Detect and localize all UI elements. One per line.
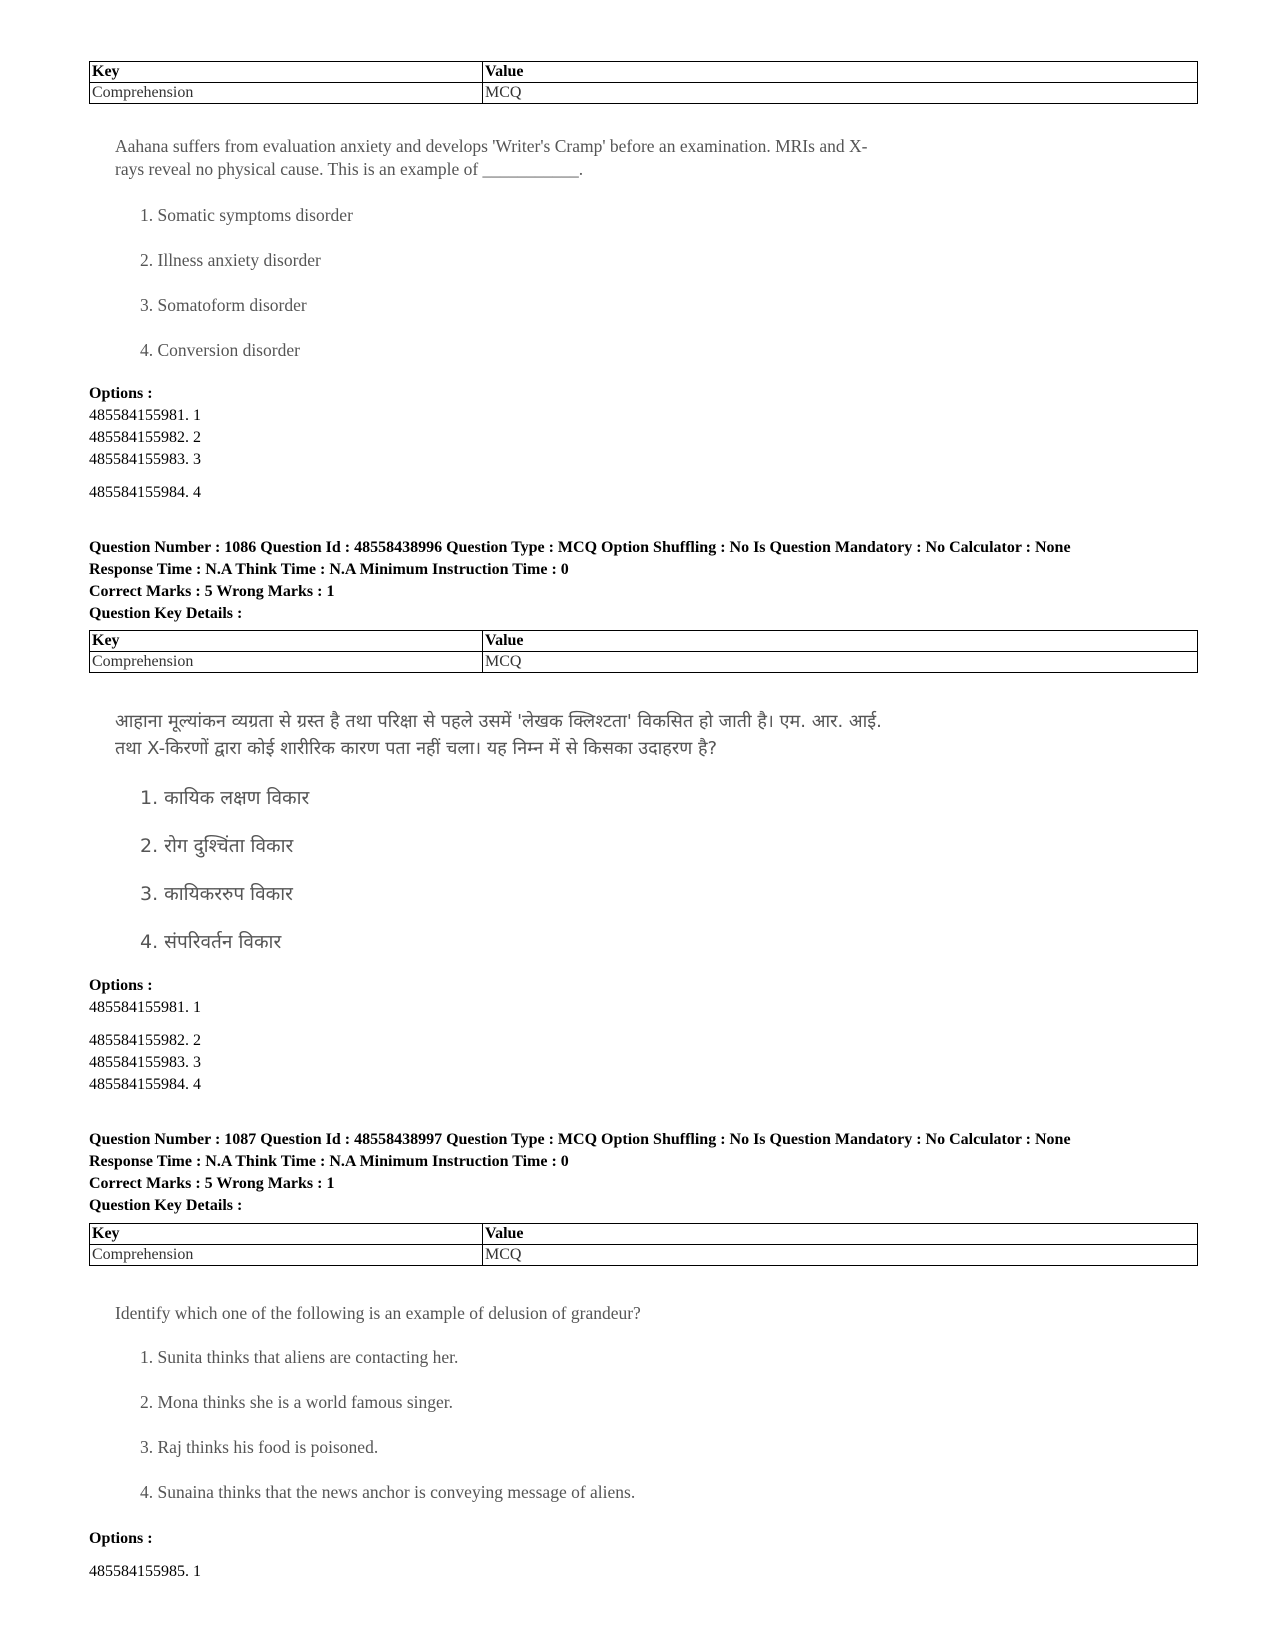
question-line: Aahana suffers from evaluation anxiety and develops 'Writer's Cramp' before an examination. MRIs and X- xyxy=(115,136,868,156)
question-line: Identify which one of the following is an example of delusion of grandeur? xyxy=(115,1303,641,1323)
choice-4: 4. Sunaina thinks that the news anchor is conveying message of aliens. xyxy=(140,1482,636,1502)
question-text xyxy=(115,135,867,181)
choice-2: 2. Illness anxiety disorder xyxy=(140,250,321,270)
option-id: 485584155984. 4 xyxy=(89,484,201,501)
question-text xyxy=(115,1302,641,1325)
value-cell: MCQ xyxy=(483,83,1198,104)
question-line: आहाना मूल्यांकन व्यग्रता से ग्रस्त है तथा परिक्षा से पहले उसमें 'लेखक क्लिश्टता' विकसित हो जाती है। एम. आर. आई. xyxy=(115,711,882,732)
question-line: तथा X-किरणों द्वारा कोई शारीरिक कारण पता नहीं चला। यह निम्न में से किसका उदाहरण है? xyxy=(115,738,718,759)
options-label: Options : xyxy=(89,385,153,402)
option-id: 485584155981. 1 xyxy=(89,999,201,1016)
key-cell: Comprehension xyxy=(90,652,483,673)
option-id: 485584155982. 2 xyxy=(89,429,201,446)
options-label: Options : xyxy=(89,1530,153,1547)
key-header: Key xyxy=(90,631,483,652)
timing-meta: Response Time : N.A Think Time : N.A Minimum Instruction Time : 0 xyxy=(89,1153,569,1170)
value-cell: MCQ xyxy=(483,1245,1198,1266)
key-details-label: Question Key Details : xyxy=(89,1197,243,1214)
question-key-table xyxy=(89,630,1198,673)
question-line: rays reveal no physical cause. This is an example of ___________. xyxy=(115,159,584,179)
option-id: 485584155983. 3 xyxy=(89,451,201,468)
option-id: 485584155981. 1 xyxy=(89,407,201,424)
choice-2: 2. रोग दुश्चिंता विकार xyxy=(140,835,294,857)
choice-3: 3. Somatoform disorder xyxy=(140,295,307,315)
choice-4: 4. संपरिवर्तन विकार xyxy=(140,931,282,953)
choice-4: 4. Conversion disorder xyxy=(140,340,300,360)
question-key-table xyxy=(89,61,1198,104)
key-details-label: Question Key Details : xyxy=(89,605,243,622)
choice-1: 1. Somatic symptoms disorder xyxy=(140,205,353,225)
question-text xyxy=(115,708,882,762)
option-id: 485584155983. 3 xyxy=(89,1054,201,1071)
question-key-table xyxy=(89,1223,1198,1266)
value-header: Value xyxy=(483,1224,1198,1245)
key-header: Key xyxy=(90,62,483,83)
choice-1: 1. कायिक लक्षण विकार xyxy=(140,787,310,809)
marks-meta: Correct Marks : 5 Wrong Marks : 1 xyxy=(89,1175,335,1192)
timing-meta: Response Time : N.A Think Time : N.A Minimum Instruction Time : 0 xyxy=(89,561,569,578)
choice-1: 1. Sunita thinks that aliens are contacting her. xyxy=(140,1347,459,1367)
key-cell: Comprehension xyxy=(90,83,483,104)
choice-3: 3. Raj thinks his food is poisoned. xyxy=(140,1437,379,1457)
question-meta: Question Number : 1087 Question Id : 48558438997 Question Type : MCQ Option Shuffling : No Is Question Mandatory : No Calculator : None xyxy=(89,1131,1071,1148)
key-header: Key xyxy=(90,1224,483,1245)
option-id: 485584155984. 4 xyxy=(89,1076,201,1093)
question-meta: Question Number : 1086 Question Id : 48558438996 Question Type : MCQ Option Shuffling : No Is Question Mandatory : No Calculator : None xyxy=(89,539,1071,556)
value-header: Value xyxy=(483,631,1198,652)
options-label: Options : xyxy=(89,977,153,994)
choice-2: 2. Mona thinks she is a world famous singer. xyxy=(140,1392,454,1412)
choice-3: 3. कायिकररुप विकार xyxy=(140,883,293,905)
value-header: Value xyxy=(483,62,1198,83)
option-id: 485584155982. 2 xyxy=(89,1032,201,1049)
marks-meta: Correct Marks : 5 Wrong Marks : 1 xyxy=(89,583,335,600)
key-cell: Comprehension xyxy=(90,1245,483,1266)
option-id: 485584155985. 1 xyxy=(89,1563,201,1580)
value-cell: MCQ xyxy=(483,652,1198,673)
